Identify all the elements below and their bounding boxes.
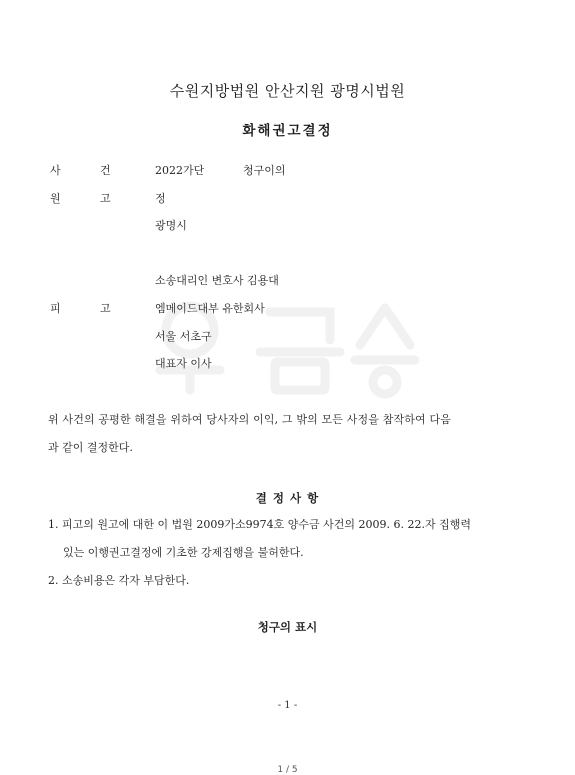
decision-heading: 결 정 사 항: [255, 491, 320, 505]
defendant-representative: 대표자 이사: [155, 357, 212, 370]
case-label-1: 사: [50, 164, 61, 177]
viewer-page-indicator: 1 / 5: [277, 765, 298, 775]
defendant-name: 엠메이드대부 유한회사: [155, 302, 265, 315]
document-title: 화해권고결정: [242, 123, 333, 139]
defendant-address: 서울 서초구: [155, 330, 212, 343]
claim-heading: 청구의 표시: [257, 620, 318, 634]
decision-item-2: 2. 소송비용은 각자 부담한다.: [48, 574, 190, 587]
defendant-label-2: 고: [100, 302, 111, 315]
case-name: 청구이의: [243, 164, 286, 177]
case-label-2: 건: [100, 164, 111, 177]
plaintiff-label-2: 고: [100, 192, 111, 205]
decision-item-1-line-1: 1. 피고의 원고에 대한 이 법원 2009가소9974호 양수금 사건의 2009. 6. 22.자 집행력: [48, 518, 471, 531]
intro-line-2: 과 같이 결정한다.: [48, 441, 133, 454]
page-marker: - 1 -: [277, 700, 298, 711]
plaintiff-label-1: 원: [50, 192, 61, 205]
plaintiff-name: 정: [155, 192, 166, 205]
case-number: 2022가단: [155, 164, 205, 177]
decision-item-1-line-2: 있는 이행권고결정에 기초한 강제집행을 불허한다.: [63, 546, 304, 559]
court-name: 수원지방법원 안산지원 광명시법원: [169, 82, 406, 100]
plaintiff-agent: 소송대리인 변호사 김용대: [155, 274, 279, 287]
plaintiff-address: 광명시: [155, 219, 187, 232]
intro-line-1: 위 사건의 공평한 해결을 위하여 당사자의 이익, 그 밖의 모든 사정을 참작하여 다음: [48, 413, 452, 426]
defendant-label-1: 피: [50, 302, 61, 315]
